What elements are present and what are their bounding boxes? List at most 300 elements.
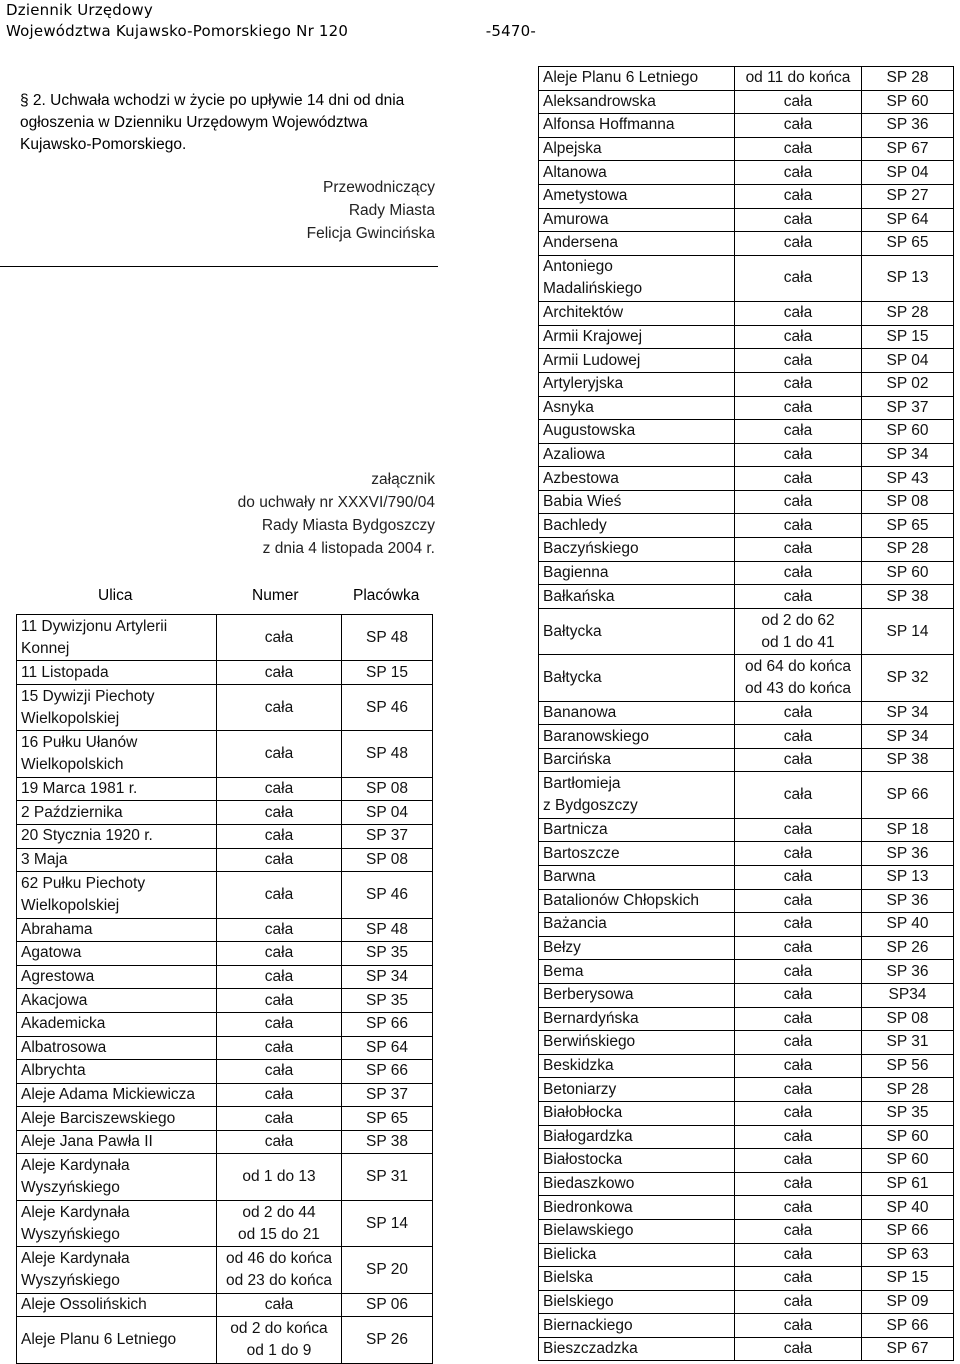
street-name-line: Aleje Kardynała bbox=[21, 1249, 130, 1267]
street-cell bbox=[539, 90, 735, 114]
street-name-line: Baranowskiego bbox=[543, 727, 649, 745]
table-row bbox=[539, 866, 954, 890]
street-name-line: 11 Listopada bbox=[21, 663, 109, 681]
school-cell: SP 46 bbox=[342, 684, 433, 730]
number-cell bbox=[735, 655, 862, 701]
street-cell bbox=[17, 801, 217, 825]
school-cell: SP 31 bbox=[342, 1154, 433, 1200]
school-cell: SP 08 bbox=[862, 1007, 954, 1031]
school-cell: SP34 bbox=[862, 983, 954, 1007]
school-cell: SP 36 bbox=[862, 842, 954, 866]
street-name-line: 16 Pułku Ułanów bbox=[21, 734, 138, 752]
school-cell: SP 43 bbox=[862, 467, 954, 491]
signature-title: Przewodniczący bbox=[323, 179, 435, 196]
street-name-line: Albatrosowa bbox=[21, 1038, 107, 1056]
number-cell bbox=[735, 1149, 862, 1173]
table-row bbox=[17, 942, 433, 966]
school-cell: SP 13 bbox=[862, 866, 954, 890]
table-row bbox=[17, 661, 433, 685]
number-cell bbox=[217, 1247, 342, 1293]
number-cell bbox=[735, 137, 862, 161]
school-cell: SP 34 bbox=[862, 701, 954, 725]
table-row bbox=[539, 748, 954, 772]
school-cell: SP 66 bbox=[862, 1219, 954, 1243]
number-range-line: cała bbox=[264, 1133, 294, 1151]
column-headers bbox=[16, 587, 432, 611]
street-cell bbox=[17, 1293, 217, 1317]
number-range-line: cała bbox=[264, 920, 294, 938]
number-cell bbox=[217, 661, 342, 685]
street-name-line: Architektów bbox=[543, 304, 624, 322]
number-range-line: cała bbox=[783, 563, 813, 581]
school-cell: SP 60 bbox=[862, 420, 954, 444]
street-name-line: Biernackiego bbox=[543, 1316, 633, 1334]
number-cell bbox=[735, 1031, 862, 1055]
number-range-line: cała bbox=[264, 1295, 294, 1313]
table-row bbox=[17, 1036, 433, 1060]
table-row bbox=[539, 90, 954, 114]
number-cell bbox=[735, 1101, 862, 1125]
number-cell bbox=[217, 1293, 342, 1317]
table-row bbox=[539, 255, 954, 301]
number-cell bbox=[735, 372, 862, 396]
street-name-line: Armii Krajowej bbox=[543, 328, 643, 346]
school-cell: SP 15 bbox=[862, 1267, 954, 1291]
street-name-line: Aleje Jana Pawła II bbox=[21, 1133, 153, 1151]
number-range-line: cała bbox=[264, 698, 294, 716]
street-cell bbox=[539, 420, 735, 444]
street-name-line: Betoniarzy bbox=[543, 1080, 617, 1098]
number-range-line: od 23 do końca bbox=[225, 1271, 332, 1289]
school-cell: SP 26 bbox=[862, 936, 954, 960]
street-name-line: Albrychta bbox=[21, 1062, 86, 1080]
street-cell bbox=[539, 514, 735, 538]
table-row bbox=[539, 137, 954, 161]
school-cell: SP 38 bbox=[862, 585, 954, 609]
number-cell bbox=[217, 684, 342, 730]
table-row bbox=[539, 913, 954, 937]
school-cell: SP 31 bbox=[862, 1031, 954, 1055]
table-row bbox=[17, 684, 433, 730]
number-cell bbox=[217, 1154, 342, 1200]
number-range-line: cała bbox=[783, 962, 813, 980]
number-range-line: cała bbox=[783, 493, 813, 511]
number-range-line: cała bbox=[264, 1038, 294, 1056]
number-range-line: cała bbox=[783, 915, 813, 933]
number-range-line: od 64 do końca bbox=[744, 657, 851, 675]
street-name-line: Azaliowa bbox=[543, 446, 606, 463]
table-row bbox=[539, 889, 954, 913]
number-range-line: cała bbox=[783, 516, 813, 534]
number-range-line: cała bbox=[783, 398, 813, 416]
table-row bbox=[539, 302, 954, 326]
street-name-line: Andersena bbox=[543, 234, 618, 252]
number-cell bbox=[735, 1314, 862, 1338]
school-cell: SP 66 bbox=[342, 1060, 433, 1084]
street-name-line: Bałtycka bbox=[543, 622, 602, 640]
number-range-line: cała bbox=[783, 1104, 813, 1122]
number-cell bbox=[735, 396, 862, 420]
number-cell bbox=[735, 90, 862, 114]
school-cell: SP 09 bbox=[862, 1290, 954, 1314]
school-cell: SP 60 bbox=[862, 1125, 954, 1149]
school-cell: SP 40 bbox=[862, 913, 954, 937]
table-row bbox=[539, 514, 954, 538]
street-cell bbox=[539, 1172, 735, 1196]
school-cell: SP 28 bbox=[862, 538, 954, 562]
street-cell bbox=[17, 777, 217, 801]
table-row bbox=[539, 1101, 954, 1125]
street-cell bbox=[539, 1314, 735, 1338]
street-name-line: Abrahama bbox=[21, 920, 93, 938]
table-row bbox=[539, 1219, 954, 1243]
annex-resolution: do uchwały nr XXXVI/790/04 bbox=[237, 494, 435, 511]
street-cell bbox=[17, 1130, 217, 1154]
number-cell bbox=[735, 1196, 862, 1220]
table-row bbox=[539, 1125, 954, 1149]
number-cell bbox=[735, 1054, 862, 1078]
table-row bbox=[17, 872, 433, 918]
number-range-line: cała bbox=[264, 803, 294, 821]
street-name-line: 62 Pułku Piechoty bbox=[21, 874, 146, 892]
table-row bbox=[539, 655, 954, 701]
school-cell: SP 14 bbox=[862, 608, 954, 654]
number-range-line: cała bbox=[783, 1080, 813, 1098]
table-row bbox=[539, 701, 954, 725]
table-row bbox=[539, 396, 954, 420]
street-cell bbox=[17, 661, 217, 685]
street-cell bbox=[17, 1012, 217, 1036]
number-range-line: cała bbox=[783, 210, 813, 228]
street-name-line: 15 Dywizji Piechoty bbox=[21, 687, 155, 705]
street-cell bbox=[539, 467, 735, 491]
school-cell: SP 38 bbox=[342, 1130, 433, 1154]
journal-title: Dziennik Urzędowy bbox=[6, 1, 153, 19]
number-cell bbox=[735, 420, 862, 444]
street-name-line: 20 Stycznia 1920 r. bbox=[21, 827, 153, 845]
street-cell bbox=[539, 1078, 735, 1102]
streets-table-right bbox=[538, 66, 954, 1361]
street-name-line: Bielawskiego bbox=[543, 1222, 634, 1240]
street-cell bbox=[539, 983, 735, 1007]
street-name-line: Asnyka bbox=[543, 398, 594, 416]
number-range-line: cała bbox=[264, 968, 294, 986]
number-cell bbox=[217, 848, 342, 872]
number-range-line: cała bbox=[783, 269, 813, 287]
school-cell: SP 60 bbox=[862, 1149, 954, 1173]
street-name-line: Aleje Planu 6 Letniego bbox=[543, 69, 699, 87]
school-cell: SP 14 bbox=[342, 1200, 433, 1246]
street-cell bbox=[17, 1317, 217, 1363]
number-range-line: cała bbox=[783, 163, 813, 181]
street-name-line: Akademicka bbox=[21, 1015, 106, 1033]
table-row bbox=[539, 467, 954, 491]
street-cell bbox=[539, 1054, 735, 1078]
table-row bbox=[539, 585, 954, 609]
street-name-line: Wyszyńskiego bbox=[21, 1271, 120, 1289]
number-range-line: cała bbox=[783, 422, 813, 440]
school-cell: SP 65 bbox=[862, 514, 954, 538]
street-name-line: 3 Maja bbox=[21, 850, 68, 868]
street-cell bbox=[539, 325, 735, 349]
number-cell bbox=[735, 302, 862, 326]
table-row bbox=[539, 1196, 954, 1220]
school-cell: SP 67 bbox=[862, 137, 954, 161]
street-name-line: Biedaszkowo bbox=[543, 1175, 635, 1193]
street-name-line: z Bydgoszczy bbox=[543, 797, 638, 815]
signature-council: Rady Miasta bbox=[348, 202, 435, 219]
table-row bbox=[539, 725, 954, 749]
number-range-line: cała bbox=[264, 1062, 294, 1080]
number-cell bbox=[217, 1317, 342, 1363]
school-cell: SP 15 bbox=[862, 325, 954, 349]
street-cell bbox=[539, 748, 735, 772]
street-name-line: Artyleryjska bbox=[543, 375, 624, 393]
street-name-line: Alpejska bbox=[543, 140, 602, 158]
school-cell: SP 65 bbox=[342, 1107, 433, 1131]
street-cell bbox=[539, 184, 735, 208]
table-row bbox=[539, 983, 954, 1007]
number-range-line: cała bbox=[783, 1198, 813, 1216]
number-range-line: od 43 do końca bbox=[744, 679, 851, 697]
school-cell: SP 35 bbox=[862, 1101, 954, 1125]
page-number: -5470- bbox=[485, 22, 536, 40]
number-cell bbox=[735, 1007, 862, 1031]
table-row bbox=[17, 1107, 433, 1131]
table-row bbox=[539, 1172, 954, 1196]
school-cell: SP 37 bbox=[342, 824, 433, 848]
school-cell: SP 28 bbox=[862, 302, 954, 326]
table-row bbox=[539, 114, 954, 138]
school-cell: SP 56 bbox=[862, 1054, 954, 1078]
number-cell bbox=[217, 1012, 342, 1036]
resolution-paragraph: § 2. Uchwała wchodzi w życie po upływie 14 dni od dnia ogłoszenia w Dzienniku Urzędowym Województwa Kujawsko-Pomorskiego. bbox=[20, 92, 405, 153]
street-name-line: 11 Dywizjonu Artylerii bbox=[21, 617, 168, 635]
table-row bbox=[17, 1317, 433, 1363]
table-row bbox=[539, 1149, 954, 1173]
street-name-line: Bartnicza bbox=[543, 821, 608, 839]
street-name-line: Amurowa bbox=[543, 210, 609, 228]
street-cell bbox=[539, 208, 735, 232]
street-cell bbox=[539, 818, 735, 842]
street-name-line: Aleje Barciszewskiego bbox=[21, 1109, 176, 1127]
school-cell: SP 60 bbox=[862, 90, 954, 114]
school-cell: SP 35 bbox=[342, 989, 433, 1013]
street-cell bbox=[17, 1107, 217, 1131]
number-range-line: cała bbox=[783, 1151, 813, 1169]
street-cell bbox=[539, 1267, 735, 1291]
number-cell bbox=[735, 1337, 862, 1361]
table-row bbox=[539, 1267, 954, 1291]
number-cell bbox=[217, 965, 342, 989]
number-range-line: cała bbox=[783, 1127, 813, 1145]
table-row bbox=[539, 1314, 954, 1338]
school-cell: SP 15 bbox=[342, 661, 433, 685]
street-name-line: Wyszyńskiego bbox=[21, 1179, 120, 1197]
street-cell bbox=[539, 1196, 735, 1220]
street-name-line: Armii Ludowej bbox=[543, 351, 641, 369]
signature-block bbox=[307, 176, 435, 245]
street-name-line: Berwińskiego bbox=[543, 1033, 636, 1051]
street-name-line: Agrestowa bbox=[21, 968, 95, 986]
table-row bbox=[17, 848, 433, 872]
school-cell: SP 34 bbox=[342, 965, 433, 989]
number-range-line: cała bbox=[783, 1245, 813, 1263]
school-cell: SP 37 bbox=[862, 396, 954, 420]
street-name-line: Aleksandrowska bbox=[543, 92, 656, 110]
street-cell bbox=[539, 866, 735, 890]
number-range-line: cała bbox=[783, 116, 813, 134]
table-row bbox=[539, 443, 954, 467]
street-name-line: Bartłomieja bbox=[543, 775, 621, 793]
table-row bbox=[539, 325, 954, 349]
number-range-line: cała bbox=[783, 1175, 813, 1193]
school-cell: SP 02 bbox=[862, 372, 954, 396]
number-range-line: cała bbox=[783, 234, 813, 252]
street-cell bbox=[17, 684, 217, 730]
street-cell bbox=[17, 989, 217, 1013]
street-cell bbox=[539, 67, 735, 91]
street-name-line: 19 Marca 1981 r. bbox=[21, 780, 138, 798]
street-name-line: Bananowa bbox=[543, 703, 617, 721]
number-cell bbox=[735, 608, 862, 654]
number-range-line: cała bbox=[783, 446, 813, 463]
number-range-line: cała bbox=[264, 663, 294, 681]
street-name-line: Aleje Adama Mickiewicza bbox=[21, 1085, 196, 1103]
street-name-line: Biedronkowa bbox=[543, 1198, 633, 1216]
street-name-line: Alfonsa Hoffmanna bbox=[543, 116, 675, 134]
number-range-line: cała bbox=[783, 375, 813, 393]
street-name-line: Białobłocka bbox=[543, 1104, 623, 1122]
number-range-line: cała bbox=[783, 140, 813, 158]
number-range-line: cała bbox=[783, 1057, 813, 1075]
street-name-line: Konnej bbox=[21, 639, 70, 657]
number-range-line: cała bbox=[264, 850, 294, 868]
table-row bbox=[539, 1243, 954, 1267]
number-range-line: cała bbox=[783, 703, 813, 721]
number-cell bbox=[735, 936, 862, 960]
annex-date: z dnia 4 listopada 2004 r. bbox=[262, 540, 435, 557]
street-cell bbox=[17, 731, 217, 777]
number-range-line: cała bbox=[783, 187, 813, 205]
street-cell bbox=[539, 842, 735, 866]
street-cell bbox=[539, 372, 735, 396]
school-cell: SP 04 bbox=[862, 349, 954, 373]
annex-title: załącznik bbox=[371, 471, 435, 488]
number-range-line: cała bbox=[783, 868, 813, 886]
table-row bbox=[539, 420, 954, 444]
number-range-line: cała bbox=[264, 745, 294, 763]
number-range-line: cała bbox=[783, 304, 813, 322]
street-cell bbox=[539, 1290, 735, 1314]
number-range-line: od 15 do 21 bbox=[238, 1225, 320, 1243]
number-cell bbox=[735, 1267, 862, 1291]
number-range-line: cała bbox=[783, 1009, 813, 1027]
table-row bbox=[539, 349, 954, 373]
street-cell bbox=[539, 701, 735, 725]
street-cell bbox=[539, 1007, 735, 1031]
school-cell: SP 13 bbox=[862, 255, 954, 301]
school-cell: SP 64 bbox=[862, 208, 954, 232]
street-name-line: Augustowska bbox=[543, 422, 636, 440]
street-name-line: Bernardyńska bbox=[543, 1009, 639, 1027]
school-cell: SP 04 bbox=[342, 801, 433, 825]
table-row bbox=[17, 615, 433, 661]
number-range-line: od 1 do 41 bbox=[761, 633, 835, 651]
number-range-line: cała bbox=[783, 328, 813, 346]
street-cell bbox=[17, 942, 217, 966]
school-cell: SP 08 bbox=[862, 490, 954, 514]
number-range-line: cała bbox=[783, 844, 813, 862]
number-cell bbox=[217, 1060, 342, 1084]
street-cell bbox=[539, 255, 735, 301]
number-range-line: cała bbox=[264, 1085, 294, 1103]
number-range-line: cała bbox=[264, 1109, 294, 1127]
number-cell bbox=[735, 983, 862, 1007]
annex-council: Rady Miasta Bydgoszczy bbox=[261, 517, 435, 534]
number-cell bbox=[735, 208, 862, 232]
street-cell bbox=[17, 824, 217, 848]
school-cell: SP 18 bbox=[862, 818, 954, 842]
number-cell bbox=[735, 467, 862, 491]
street-cell bbox=[539, 772, 735, 818]
street-name-line: Beskidzka bbox=[543, 1057, 614, 1075]
street-name-line: Antoniego bbox=[543, 258, 613, 276]
street-name-line: Wyszyńskiego bbox=[21, 1225, 120, 1243]
school-cell: SP 66 bbox=[342, 1012, 433, 1036]
number-cell bbox=[217, 824, 342, 848]
school-cell: SP 65 bbox=[862, 232, 954, 256]
table-row bbox=[539, 490, 954, 514]
street-cell bbox=[17, 615, 217, 661]
number-cell bbox=[735, 538, 862, 562]
street-cell bbox=[539, 725, 735, 749]
number-range-line: cała bbox=[783, 821, 813, 839]
school-cell: SP 04 bbox=[862, 161, 954, 185]
number-range-line: cała bbox=[783, 469, 813, 487]
school-cell: SP 40 bbox=[862, 1196, 954, 1220]
number-range-line: od 1 do 13 bbox=[242, 1168, 316, 1186]
number-cell bbox=[217, 942, 342, 966]
table-row bbox=[539, 1290, 954, 1314]
number-range-line: cała bbox=[783, 1316, 813, 1334]
street-name-line: Agatowa bbox=[21, 944, 82, 962]
street-name-line: 2 Października bbox=[21, 803, 123, 821]
school-cell: SP 26 bbox=[342, 1317, 433, 1363]
table-row bbox=[539, 842, 954, 866]
school-cell: SP 67 bbox=[862, 1337, 954, 1361]
street-name-line: Bałtycka bbox=[543, 668, 602, 686]
street-name-line: Baczyńskiego bbox=[543, 540, 639, 558]
number-cell bbox=[735, 1172, 862, 1196]
street-name-line: Bielicka bbox=[543, 1245, 597, 1263]
street-cell bbox=[17, 1060, 217, 1084]
number-cell bbox=[735, 748, 862, 772]
street-name-line: Ametystowa bbox=[543, 187, 628, 205]
number-range-line: cała bbox=[783, 751, 813, 769]
street-cell bbox=[17, 848, 217, 872]
street-cell bbox=[539, 1125, 735, 1149]
number-range-line: cała bbox=[783, 1222, 813, 1240]
table-row bbox=[17, 1200, 433, 1246]
street-name-line: Białostocka bbox=[543, 1151, 623, 1169]
street-name-line: Barwna bbox=[543, 868, 596, 886]
school-cell: SP 61 bbox=[862, 1172, 954, 1196]
street-cell bbox=[539, 1101, 735, 1125]
number-range-line: cała bbox=[783, 727, 813, 745]
school-cell: SP 06 bbox=[342, 1293, 433, 1317]
column-header-street: Ulica bbox=[98, 587, 133, 604]
